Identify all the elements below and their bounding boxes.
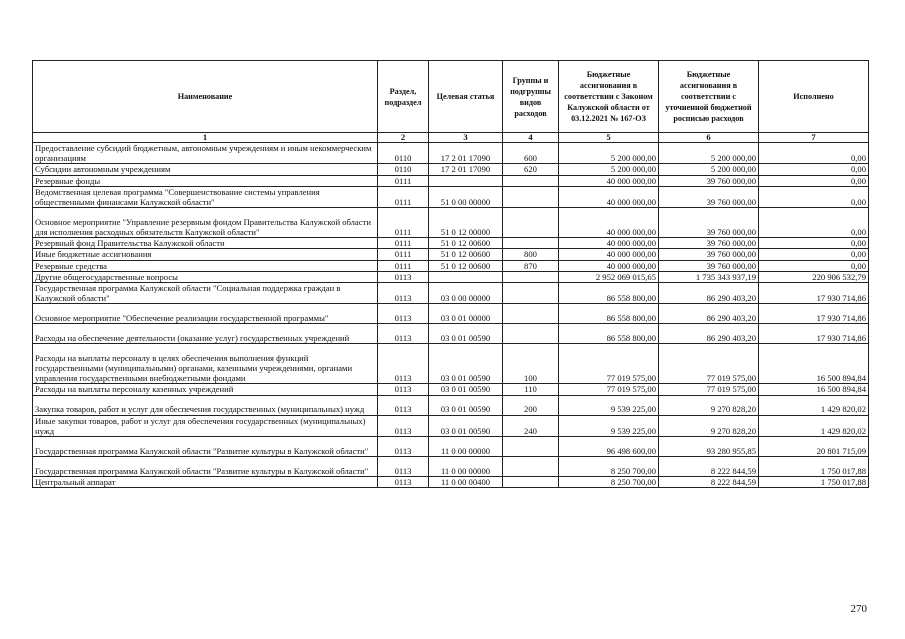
row-law-amount: 86 558 800,00 bbox=[559, 304, 659, 324]
header-executed: Исполнено bbox=[759, 61, 869, 133]
table-row bbox=[33, 437, 869, 457]
row-law-amount: 96 498 600,00 bbox=[559, 437, 659, 457]
row-name: Ведомственная целевая программа "Совершенствование системы управления общественными финансами Калужской области" bbox=[33, 186, 378, 207]
table-row bbox=[33, 477, 869, 488]
row-executed-amount: 0,00 bbox=[759, 249, 869, 260]
row-executed-amount: 1 750 017,88 bbox=[759, 457, 869, 477]
row-law-amount: 86 558 800,00 bbox=[559, 324, 659, 344]
row-section: 0113 bbox=[378, 384, 429, 395]
row-name: Субсидии автономным учреждениям bbox=[33, 164, 378, 175]
table-row bbox=[33, 457, 869, 477]
row-executed-amount: 220 906 532,79 bbox=[759, 271, 869, 282]
row-name: Иные закупки товаров, работ и услуг для обеспечения государственных (муниципальных) нужд bbox=[33, 415, 378, 436]
column-number: 1 bbox=[33, 133, 378, 143]
row-refined-amount: 77 019 575,00 bbox=[659, 344, 759, 384]
table-row bbox=[33, 260, 869, 271]
row-refined-amount: 5 200 000,00 bbox=[659, 164, 759, 175]
row-target: 51 0 12 00600 bbox=[429, 249, 503, 260]
row-name: Другие общегосударственные вопросы bbox=[33, 271, 378, 282]
row-group bbox=[503, 477, 559, 488]
row-section: 0113 bbox=[378, 457, 429, 477]
row-executed-amount: 0,00 bbox=[759, 186, 869, 207]
row-law-amount: 40 000 000,00 bbox=[559, 186, 659, 207]
row-executed-amount: 17 930 714,86 bbox=[759, 283, 869, 304]
table-row bbox=[33, 415, 869, 436]
row-refined-amount: 9 270 828,20 bbox=[659, 415, 759, 436]
row-target: 11 0 00 00000 bbox=[429, 437, 503, 457]
row-refined-amount: 86 290 403,20 bbox=[659, 283, 759, 304]
row-target bbox=[429, 175, 503, 186]
row-refined-amount: 8 222 844,59 bbox=[659, 457, 759, 477]
row-target: 51 0 12 00000 bbox=[429, 208, 503, 238]
row-refined-amount: 5 200 000,00 bbox=[659, 143, 759, 164]
row-section: 0113 bbox=[378, 437, 429, 457]
row-section: 0110 bbox=[378, 164, 429, 175]
header-group: Группы и подгруппы видов расходов bbox=[503, 61, 559, 133]
row-group bbox=[503, 186, 559, 207]
row-name: Резервный фонд Правительства Калужской области bbox=[33, 238, 378, 249]
row-executed-amount: 1 429 820,02 bbox=[759, 395, 869, 415]
row-section: 0111 bbox=[378, 186, 429, 207]
row-name: Расходы на обеспечение деятельности (оказание услуг) государственных учреждений bbox=[33, 324, 378, 344]
column-number: 3 bbox=[429, 133, 503, 143]
table-row bbox=[33, 283, 869, 304]
row-executed-amount: 1 750 017,88 bbox=[759, 477, 869, 488]
row-executed-amount: 20 801 715,09 bbox=[759, 437, 869, 457]
row-executed-amount: 0,00 bbox=[759, 208, 869, 238]
row-refined-amount: 77 019 575,00 bbox=[659, 384, 759, 395]
row-section: 0111 bbox=[378, 238, 429, 249]
table-body bbox=[33, 143, 869, 488]
row-refined-amount: 39 760 000,00 bbox=[659, 208, 759, 238]
page-number: 270 bbox=[850, 603, 867, 615]
row-section: 0111 bbox=[378, 260, 429, 271]
row-target: 03 0 01 00590 bbox=[429, 344, 503, 384]
row-target: 03 0 01 00590 bbox=[429, 395, 503, 415]
row-group: 240 bbox=[503, 415, 559, 436]
row-target: 17 2 01 17090 bbox=[429, 164, 503, 175]
table-row bbox=[33, 384, 869, 395]
row-section: 0110 bbox=[378, 143, 429, 164]
row-law-amount: 40 000 000,00 bbox=[559, 249, 659, 260]
row-target: 17 2 01 17090 bbox=[429, 143, 503, 164]
row-refined-amount: 1 735 343 937,19 bbox=[659, 271, 759, 282]
row-section: 0113 bbox=[378, 324, 429, 344]
table-row bbox=[33, 304, 869, 324]
row-executed-amount: 0,00 bbox=[759, 164, 869, 175]
table-row bbox=[33, 208, 869, 238]
row-refined-amount: 93 280 955,85 bbox=[659, 437, 759, 457]
row-target: 03 0 00 00000 bbox=[429, 283, 503, 304]
row-section: 0113 bbox=[378, 344, 429, 384]
row-law-amount: 2 952 069 015,65 bbox=[559, 271, 659, 282]
row-law-amount: 5 200 000,00 bbox=[559, 164, 659, 175]
row-target bbox=[429, 271, 503, 282]
row-executed-amount: 17 930 714,86 bbox=[759, 324, 869, 344]
row-law-amount: 40 000 000,00 bbox=[559, 208, 659, 238]
row-group bbox=[503, 324, 559, 344]
row-law-amount: 5 200 000,00 bbox=[559, 143, 659, 164]
row-name: Основное мероприятие "Управление резервным фондом Правительства Калужской области для исполнения расходных обязательств Калужской области" bbox=[33, 208, 378, 238]
row-group: 800 bbox=[503, 249, 559, 260]
row-refined-amount: 8 222 844,59 bbox=[659, 477, 759, 488]
row-law-amount: 8 250 700,00 bbox=[559, 477, 659, 488]
row-group: 100 bbox=[503, 344, 559, 384]
row-refined-amount: 39 760 000,00 bbox=[659, 238, 759, 249]
row-group bbox=[503, 208, 559, 238]
header-refined-allocations: Бюджетные ассигнования в соответствии с уточненной бюджетной росписью расходов bbox=[659, 61, 759, 133]
column-number: 4 bbox=[503, 133, 559, 143]
row-target: 03 0 01 00590 bbox=[429, 324, 503, 344]
row-executed-amount: 0,00 bbox=[759, 143, 869, 164]
row-group bbox=[503, 175, 559, 186]
row-law-amount: 40 000 000,00 bbox=[559, 260, 659, 271]
row-group: 620 bbox=[503, 164, 559, 175]
row-refined-amount: 39 760 000,00 bbox=[659, 186, 759, 207]
row-name: Государственная программа Калужской области "Развитие культуры в Калужской области" bbox=[33, 437, 378, 457]
row-group bbox=[503, 457, 559, 477]
row-law-amount: 77 019 575,00 bbox=[559, 344, 659, 384]
row-name: Предоставление субсидий бюджетным, автономным учреждениям и иным некоммерческим организациям bbox=[33, 143, 378, 164]
row-executed-amount: 1 429 820,02 bbox=[759, 415, 869, 436]
row-group: 200 bbox=[503, 395, 559, 415]
row-section: 0111 bbox=[378, 175, 429, 186]
row-name: Резервные фонды bbox=[33, 175, 378, 186]
row-name: Государственная программа Калужской области "Развитие культуры в Калужской области" bbox=[33, 457, 378, 477]
table-row bbox=[33, 395, 869, 415]
row-group bbox=[503, 283, 559, 304]
budget-table bbox=[32, 60, 869, 488]
table-row bbox=[33, 324, 869, 344]
table-row bbox=[33, 186, 869, 207]
row-section: 0111 bbox=[378, 208, 429, 238]
row-refined-amount: 9 270 828,20 bbox=[659, 395, 759, 415]
table-row bbox=[33, 271, 869, 282]
column-number: 7 bbox=[759, 133, 869, 143]
row-section: 0113 bbox=[378, 271, 429, 282]
row-law-amount: 9 539 225,00 bbox=[559, 395, 659, 415]
row-group bbox=[503, 437, 559, 457]
table-row bbox=[33, 344, 869, 384]
row-target: 51 0 12 00600 bbox=[429, 238, 503, 249]
column-number: 6 bbox=[659, 133, 759, 143]
row-name: Основное мероприятие "Обеспечение реализации государственной программы" bbox=[33, 304, 378, 324]
row-name: Государственная программа Калужской области "Социальная поддержка граждан в Калужской области" bbox=[33, 283, 378, 304]
header-target: Целевая статья bbox=[429, 61, 503, 133]
row-executed-amount: 16 500 894,84 bbox=[759, 384, 869, 395]
row-name: Расходы на выплаты персоналу в целях обеспечения выполнения функций государственными (муниципальными) органами, казенными учреждениями, органами управления государственными внебюджетными фондами bbox=[33, 344, 378, 384]
column-number: 2 bbox=[378, 133, 429, 143]
row-target: 51 0 12 00600 bbox=[429, 260, 503, 271]
row-name: Закупка товаров, работ и услуг для обеспечения государственных (муниципальных) нужд bbox=[33, 395, 378, 415]
table-row bbox=[33, 143, 869, 164]
table-row bbox=[33, 175, 869, 186]
row-law-amount: 77 019 575,00 bbox=[559, 384, 659, 395]
row-target: 11 0 00 00000 bbox=[429, 457, 503, 477]
row-target: 51 0 00 00000 bbox=[429, 186, 503, 207]
row-section: 0113 bbox=[378, 477, 429, 488]
row-refined-amount: 39 760 000,00 bbox=[659, 249, 759, 260]
row-group: 600 bbox=[503, 143, 559, 164]
header-section: Раздел, подраздел bbox=[378, 61, 429, 133]
row-group: 870 bbox=[503, 260, 559, 271]
row-law-amount: 86 558 800,00 bbox=[559, 283, 659, 304]
row-refined-amount: 86 290 403,20 bbox=[659, 324, 759, 344]
row-executed-amount: 16 500 894,84 bbox=[759, 344, 869, 384]
row-name: Центральный аппарат bbox=[33, 477, 378, 488]
row-refined-amount: 86 290 403,20 bbox=[659, 304, 759, 324]
row-name: Расходы на выплаты персоналу казенных учреждений bbox=[33, 384, 378, 395]
row-section: 0113 bbox=[378, 415, 429, 436]
header-row bbox=[33, 61, 869, 133]
table-row bbox=[33, 164, 869, 175]
table-row bbox=[33, 249, 869, 260]
column-number-row bbox=[33, 133, 869, 143]
row-refined-amount: 39 760 000,00 bbox=[659, 260, 759, 271]
row-name: Иные бюджетные ассигнования bbox=[33, 249, 378, 260]
header-name: Наименование bbox=[33, 61, 378, 133]
row-executed-amount: 0,00 bbox=[759, 260, 869, 271]
row-target: 11 0 00 00400 bbox=[429, 477, 503, 488]
row-name: Резервные средства bbox=[33, 260, 378, 271]
row-target: 03 0 01 00590 bbox=[429, 415, 503, 436]
row-target: 03 0 01 00000 bbox=[429, 304, 503, 324]
column-number: 5 bbox=[559, 133, 659, 143]
row-group bbox=[503, 271, 559, 282]
row-target: 03 0 01 00590 bbox=[429, 384, 503, 395]
row-law-amount: 9 539 225,00 bbox=[559, 415, 659, 436]
row-executed-amount: 0,00 bbox=[759, 238, 869, 249]
row-section: 0113 bbox=[378, 283, 429, 304]
row-executed-amount: 17 930 714,86 bbox=[759, 304, 869, 324]
row-group: 110 bbox=[503, 384, 559, 395]
row-group bbox=[503, 238, 559, 249]
row-law-amount: 40 000 000,00 bbox=[559, 175, 659, 186]
header-law-allocations: Бюджетные ассигнования в соответствии с Законом Калужской области от 03.12.2021 № 167-ОЗ bbox=[559, 61, 659, 133]
row-refined-amount: 39 760 000,00 bbox=[659, 175, 759, 186]
row-section: 0113 bbox=[378, 395, 429, 415]
row-group bbox=[503, 304, 559, 324]
row-law-amount: 8 250 700,00 bbox=[559, 457, 659, 477]
row-section: 0111 bbox=[378, 249, 429, 260]
row-law-amount: 40 000 000,00 bbox=[559, 238, 659, 249]
row-executed-amount: 0,00 bbox=[759, 175, 869, 186]
table-row bbox=[33, 238, 869, 249]
row-section: 0113 bbox=[378, 304, 429, 324]
